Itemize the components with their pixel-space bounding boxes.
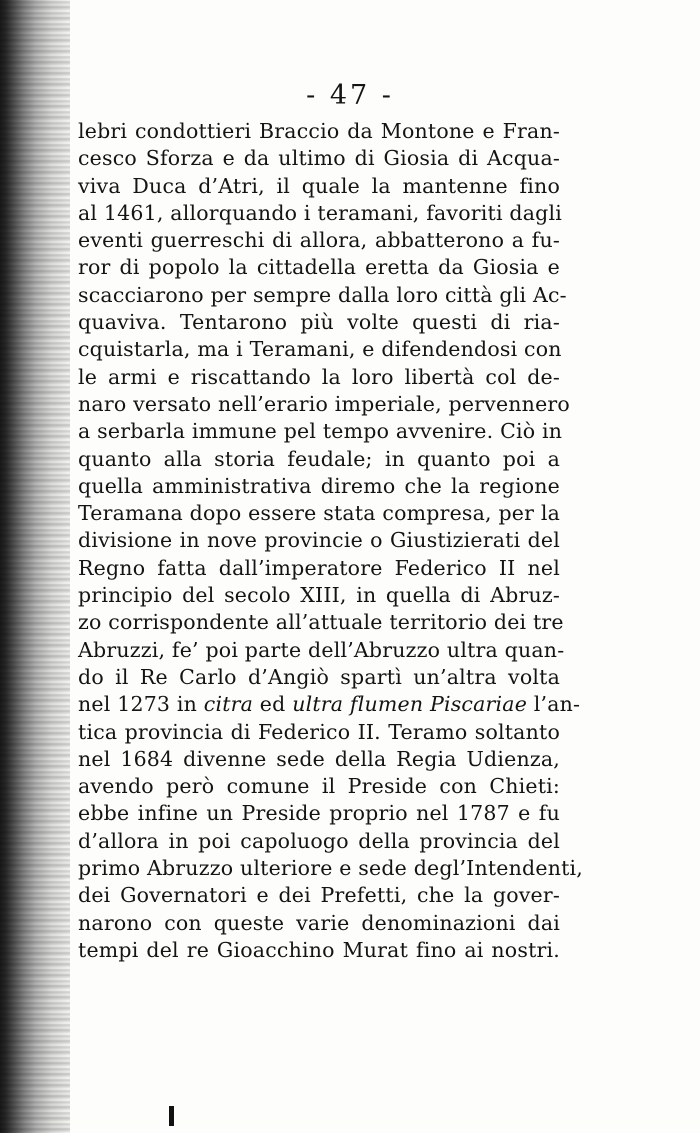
binding-shadow — [0, 0, 70, 1133]
text-line: lebri condottieri Braccio da Montone e Fran- — [78, 119, 560, 143]
text-line: Abruzzi, fe’ poi parte dell’Abruzzo ultra quan- — [78, 637, 565, 662]
text-segment: l’an- — [527, 692, 581, 717]
text-line: divisione in nove provincie o Giustizierati del — [78, 528, 560, 553]
text-segment: ed — [253, 692, 293, 717]
italic-citra: citra — [203, 692, 254, 717]
text-line: al 1461, allorquando i teramani, favoriti dagli — [78, 200, 563, 225]
text-line: nel 1684 divenne sede della Regia Udienza, — [78, 746, 560, 771]
text-line: a serbarla immune pel tempo avvenire. Ciò in — [78, 419, 563, 444]
scan-mark — [169, 1106, 174, 1126]
text-line: principio del secolo XIII, in quella di Abruz- — [78, 583, 560, 608]
text-line: quella amministrativa diremo che la regione — [78, 473, 560, 498]
text-line: tempi del re Gioacchino Murat fino ai nostri. — [78, 937, 560, 962]
text-line: d’allora in poi capoluogo della provincia del — [78, 828, 560, 853]
text-line-italic-phrase — [78, 691, 581, 718]
text-line: narono con queste varie denominazioni dai — [78, 910, 560, 935]
text-line: zo corrispondente all’attuale territorio dei tre — [78, 610, 564, 635]
text-line: ror di popolo la cittadella eretta da Giosia e — [78, 255, 560, 280]
body-text — [78, 118, 584, 964]
text-line: primo Abruzzo ulteriore e sede degl’Intendenti, — [78, 856, 584, 881]
page-number: - 47 - — [306, 80, 394, 111]
text-line: Teramana dopo essere stata compresa, per la — [78, 501, 561, 526]
text-line: scacciarono per sempre dalla loro città gli Ac- — [78, 282, 567, 307]
text-line: tica provincia di Federico II. Teramo soltanto — [78, 719, 560, 744]
text-line: do il Re Carlo d’Angiò spartì un’altra volta — [78, 664, 560, 689]
italic-ultra-flumen: ultra flumen Piscariae — [292, 692, 528, 717]
text-line: ebbe infine un Preside proprio nel 1787 e fu — [78, 801, 560, 826]
text-line: le armi e riscattando la loro libertà col de- — [78, 364, 560, 389]
text-line: eventi guerreschi di allora, abbatterono a fu- — [78, 228, 560, 253]
text-line: cesco Sforza e da ultimo di Giosia di Acqua- — [78, 146, 560, 171]
text-line: cquistarla, ma i Teramani, e difendendosi con — [78, 337, 562, 362]
text-line: quaviva. Tentarono più volte questi di ria- — [78, 310, 560, 335]
text-segment: nel 1273 in — [78, 692, 204, 717]
text-line: viva Duca d’Atri, il quale la mantenne fino — [78, 173, 560, 198]
text-line: avendo però comune il Preside con Chieti: — [78, 774, 560, 799]
text-line: quanto alla storia feudale; in quanto poi a — [78, 446, 560, 471]
text-line: naro versato nell’erario imperiale, pervennero — [78, 391, 570, 416]
text-line: dei Governatori e dei Prefetti, che la gover- — [78, 883, 560, 908]
text-line: Regno fatta dall’imperatore Federico II nel — [78, 555, 560, 580]
